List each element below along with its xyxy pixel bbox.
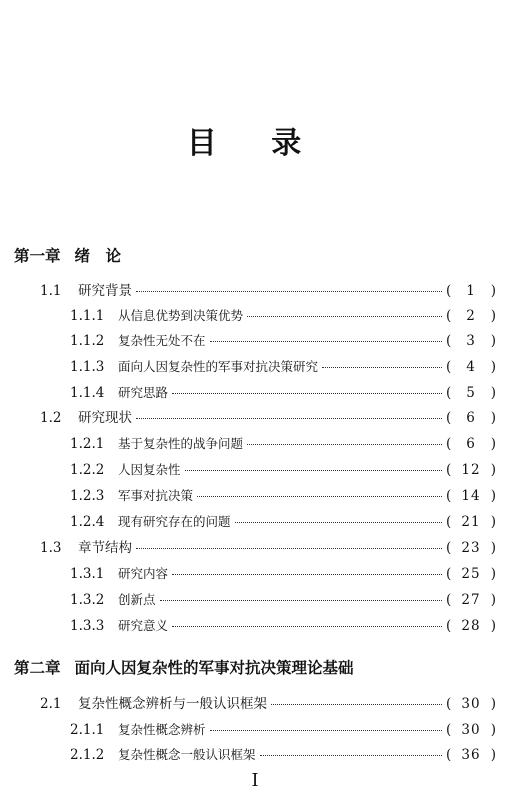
dot-leader — [247, 316, 442, 317]
page-ref: ( 23 ) — [446, 540, 496, 556]
section-title: 面向人因复杂性的军事对抗决策研究 — [118, 359, 319, 374]
page-ref: ( 25 ) — [446, 566, 496, 582]
toc-entry[interactable] — [70, 486, 496, 506]
page-number: 21 — [461, 514, 481, 530]
page-ref: ( 14 ) — [446, 488, 496, 504]
section-number: 1.3.2 — [70, 592, 105, 608]
toc-entry[interactable] — [70, 460, 496, 480]
section-number: 1.2.2 — [70, 462, 105, 478]
section-title: 研究现状 — [78, 410, 132, 426]
dot-leader — [160, 600, 442, 601]
dot-leader — [260, 755, 442, 756]
page-ref: ( 6 ) — [446, 410, 496, 426]
section-number: 2.1 — [40, 696, 62, 712]
section-number: 1.1.2 — [70, 333, 105, 349]
section-title: 现有研究存在的问题 — [118, 514, 231, 529]
dot-leader — [172, 574, 442, 575]
toc-entry[interactable] — [70, 616, 496, 636]
page-number: 6 — [466, 410, 476, 426]
dot-leader — [197, 496, 442, 497]
section-number: 2.1.2 — [70, 747, 105, 763]
toc-entry[interactable] — [70, 331, 496, 351]
section-number: 1.1.3 — [70, 359, 105, 375]
chapter-number: 第一章 — [14, 247, 61, 265]
page-folio: I — [251, 770, 259, 791]
section-number: 1.2.4 — [70, 514, 105, 530]
page-number: 6 — [466, 436, 476, 452]
page-number: 2 — [466, 308, 476, 324]
dot-leader — [172, 393, 442, 394]
chapter-heading-1 — [14, 244, 496, 266]
page-ref: ( 6 ) — [446, 436, 496, 452]
section-title: 人因复杂性 — [118, 462, 181, 477]
dot-leader — [210, 730, 442, 731]
section-number: 1.1.1 — [70, 308, 105, 324]
dot-leader — [271, 704, 442, 705]
dot-leader — [210, 341, 442, 342]
toc-entry[interactable] — [70, 512, 496, 532]
section-number: 1.3.3 — [70, 618, 105, 634]
section-title: 军事对抗决策 — [118, 488, 194, 503]
page-number: 5 — [466, 385, 476, 401]
page-ref: ( 1 ) — [446, 283, 496, 299]
page-number: 14 — [461, 488, 481, 504]
page-number: 1 — [466, 283, 476, 299]
section-title: 从信息优势到决策优势 — [118, 308, 244, 323]
toc-entry[interactable] — [70, 383, 496, 403]
section-number: 1.1 — [40, 283, 62, 299]
section-number: 1.3 — [40, 540, 62, 556]
page-number: 23 — [461, 540, 481, 556]
page-ref: ( 2 ) — [446, 308, 496, 324]
section-number: 1.1.4 — [70, 385, 105, 401]
page-ref: ( 36 ) — [446, 747, 496, 763]
toc-entry[interactable] — [70, 564, 496, 584]
section-number: 1.3.1 — [70, 566, 105, 582]
page-number: 25 — [461, 566, 481, 582]
section-title: 研究背景 — [78, 283, 132, 299]
page-number: 4 — [466, 359, 476, 375]
toc-entry[interactable] — [70, 434, 496, 454]
toc-entry[interactable] — [40, 281, 496, 301]
page-ref: ( 3 ) — [446, 333, 496, 349]
toc-entry[interactable] — [70, 590, 496, 610]
page-ref: ( 30 ) — [446, 696, 496, 712]
section-title: 复杂性概念一般认识框架 — [118, 747, 256, 762]
section-number: 2.1.1 — [70, 722, 105, 738]
page-number: 3 — [466, 333, 476, 349]
toc-entry[interactable] — [70, 745, 496, 765]
page-ref: ( 30 ) — [446, 722, 496, 738]
toc-entry[interactable] — [70, 357, 496, 377]
dot-leader — [247, 444, 442, 445]
toc-entry[interactable] — [40, 408, 496, 428]
chapter-title: 面向人因复杂性的军事对抗决策理论基础 — [74, 659, 354, 677]
toc-entry[interactable] — [70, 306, 496, 326]
page-ref: ( 27 ) — [446, 592, 496, 608]
page-ref: ( 4 ) — [446, 359, 496, 375]
dot-leader — [136, 291, 442, 292]
page-number: 12 — [461, 462, 481, 478]
page-number: 27 — [461, 592, 481, 608]
page-ref: ( 5 ) — [446, 385, 496, 401]
page-number: 36 — [461, 747, 481, 763]
dot-leader — [185, 470, 442, 471]
page-title: 目 录 — [186, 126, 324, 161]
dot-leader — [136, 418, 442, 419]
toc-entry[interactable] — [40, 538, 496, 558]
chapter-heading-2 — [14, 656, 496, 678]
page-ref: ( 21 ) — [446, 514, 496, 530]
section-title: 复杂性概念辨析与一般认识框架 — [78, 696, 267, 712]
section-title: 研究内容 — [118, 566, 169, 581]
page-number: 30 — [461, 696, 481, 712]
page-ref: ( 12 ) — [446, 462, 496, 478]
dot-leader — [322, 367, 442, 368]
section-title: 研究意义 — [118, 618, 169, 633]
chapter-title: 绪 论 — [74, 247, 122, 265]
section-title: 创新点 — [118, 592, 156, 607]
toc-entry[interactable] — [70, 720, 496, 740]
dot-leader — [172, 626, 442, 627]
page-ref: ( 28 ) — [446, 618, 496, 634]
dot-leader — [235, 522, 442, 523]
page-number: 30 — [461, 722, 481, 738]
section-title: 研究思路 — [118, 385, 169, 400]
dot-leader — [136, 548, 442, 549]
section-title: 复杂性无处不在 — [118, 333, 206, 348]
page-number: 28 — [461, 618, 481, 634]
section-title: 基于复杂性的战争问题 — [118, 436, 244, 451]
chapter-number: 第二章 — [14, 659, 61, 677]
section-number: 1.2.1 — [70, 436, 105, 452]
section-title: 复杂性概念辨析 — [118, 722, 206, 737]
toc-entry[interactable] — [40, 694, 496, 714]
section-number: 1.2 — [40, 410, 62, 426]
section-title: 章节结构 — [78, 540, 132, 556]
section-number: 1.2.3 — [70, 488, 105, 504]
